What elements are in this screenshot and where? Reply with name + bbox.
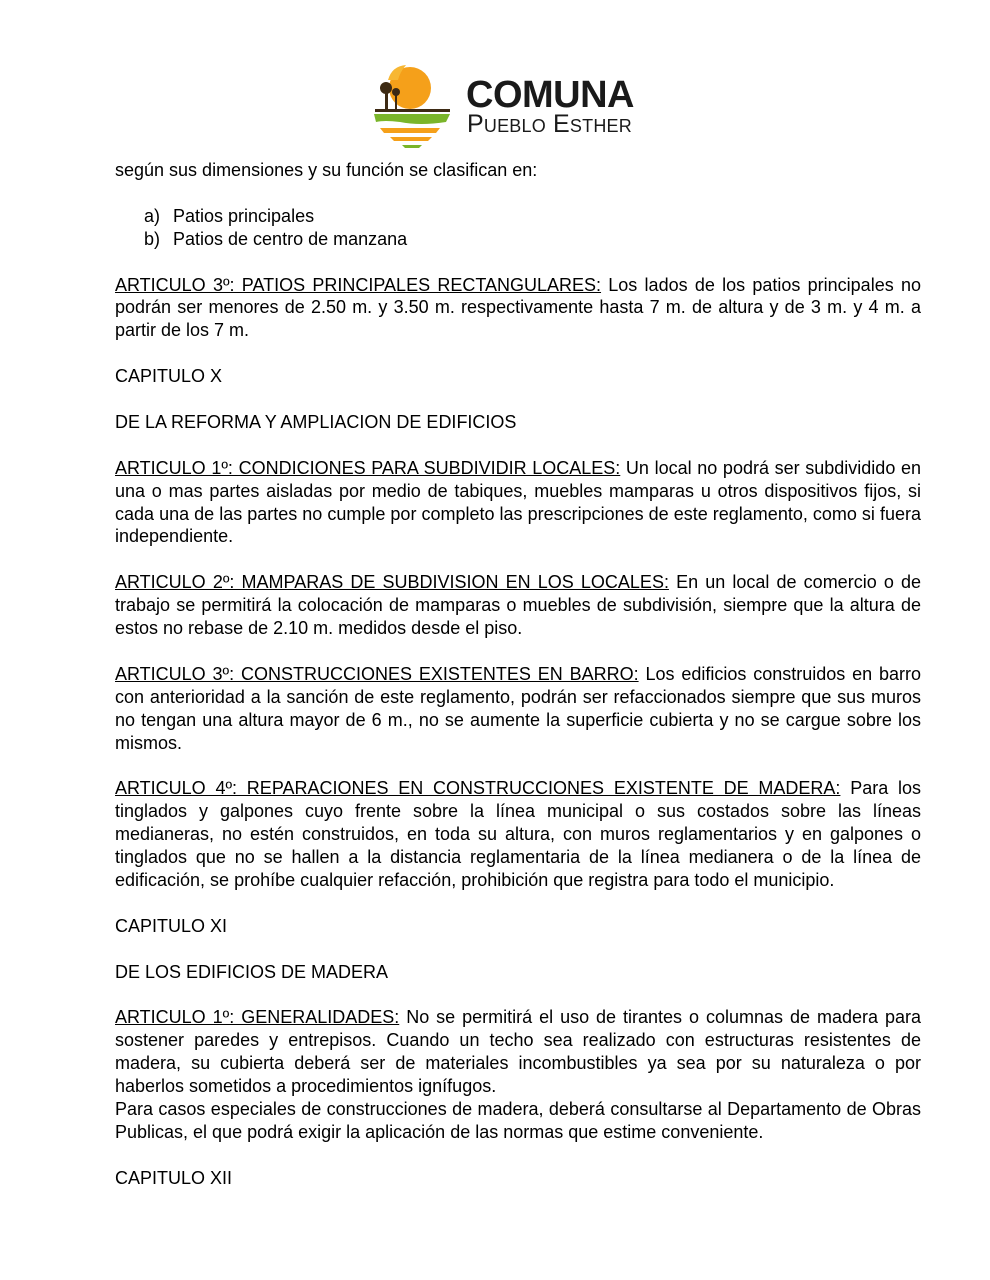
list-marker: a) — [144, 205, 161, 226]
article-title: ARTICULO 2º: MAMPARAS DE SUBDIVISION EN LOS LOCALES: — [115, 572, 669, 593]
page-header — [370, 60, 670, 155]
article-title: ARTICULO 3º: CONSTRUCCIONES EXISTENTES EN BARRO: — [115, 663, 639, 684]
list-marker: b) — [144, 228, 161, 249]
article-body: Los lados de los patios principales no podrán ser menores de 2.50 m. y 3.50 m. respectivamente hasta 7 m. de altura y de 3 m. y 4 m. a partir de los 7 m. — [115, 274, 921, 341]
article-title: ARTICULO 3º: PATIOS PRINCIPALES RECTANGULARES: — [115, 274, 602, 295]
logo-subtitle: Pueblo Esther — [467, 110, 632, 138]
article-paragraph — [115, 663, 921, 755]
article-title: ARTICULO 1º: CONDICIONES PARA SUBDIVIDIR LOCALES: — [115, 457, 621, 478]
article-paragraph — [115, 1006, 921, 1098]
chapter-heading: CAPITULO XII — [115, 1167, 233, 1188]
list-item — [144, 205, 921, 228]
article-title: ARTICULO 1º: GENERALIDADES: — [115, 1007, 400, 1028]
article-body: Los edificios construidos en barro con anterioridad a la sanción de este reglamento, podrán ser refaccionados siempre que sus muros no tengan una altura mayor de 6 m., no se aumente la superficie cubierta y no se cargue sobre los mismos. — [115, 663, 921, 753]
article-paragraph — [115, 457, 921, 549]
chapter-heading: CAPITULO XI — [115, 915, 228, 936]
article-body: En un local de comercio o de trabajo se permitirá la colocación de mamparas o muebles de subdivisión, siempre que la altura de estos no rebase de 2.10 m. medidos desde el piso. — [115, 572, 921, 639]
article-extra-paragraph: Para casos especiales de construcciones de madera, deberá consultarse al Departamento de Obras Publicas, el que podrá exigir la aplicación de las normas que estime conveniente. — [115, 1098, 921, 1142]
document-body — [115, 159, 921, 1212]
chapter-heading: CAPITULO X — [115, 366, 223, 387]
article-title: ARTICULO 4º: REPARACIONES EN CONSTRUCCIONES EXISTENTE DE MADERA: — [115, 778, 841, 799]
patios-list — [115, 205, 921, 251]
article-paragraph — [115, 571, 921, 640]
list-item-text: Patios de centro de manzana — [173, 228, 408, 249]
chapter-title: DE LOS EDIFICIOS DE MADERA — [115, 961, 389, 982]
article-body: No se permitirá el uso de tirantes o columnas de madera para sostener paredes y entrepisos. Cuando un techo sea realizado con estructuras resistentes de madera, su cubierta deberá ser de materiales incombustibles ya sea por su naturaleza o por haberlos sometidos a procedimientos ignífugos. — [115, 1007, 921, 1097]
article-paragraph — [115, 274, 921, 343]
article-body: Para los tinglados y galpones cuyo frente sobre la línea municipal o sus costados sobre las líneas medianeras, no estén construidos, en toda su altura, con muros reglamentarios y en galpones o tinglados que no se hallen a la distancia reglamentaria de la línea medianera o de la línea de edificación, se prohíbe cualquier refacción, prohibición que registra para todo el municipio. — [115, 778, 921, 890]
logo-title: COMUNA — [466, 74, 634, 116]
article-body: Un local no podrá ser subdividido en una o mas partes aisladas por medio de tabiques, muebles mamparas u otros dispositivos fijos, si cada una de las partes no cumple por completo las prescripciones de este reglamento, como si fuera independiente. — [115, 457, 922, 547]
list-item — [144, 228, 921, 251]
article-paragraph — [115, 777, 921, 892]
comuna-logo-icon — [370, 60, 460, 155]
intro-paragraph: según sus dimensiones y su función se clasifican en: — [115, 160, 538, 180]
chapter-title: DE LA REFORMA Y AMPLIACION DE EDIFICIOS — [115, 411, 517, 432]
list-item-text: Patios principales — [173, 205, 315, 226]
